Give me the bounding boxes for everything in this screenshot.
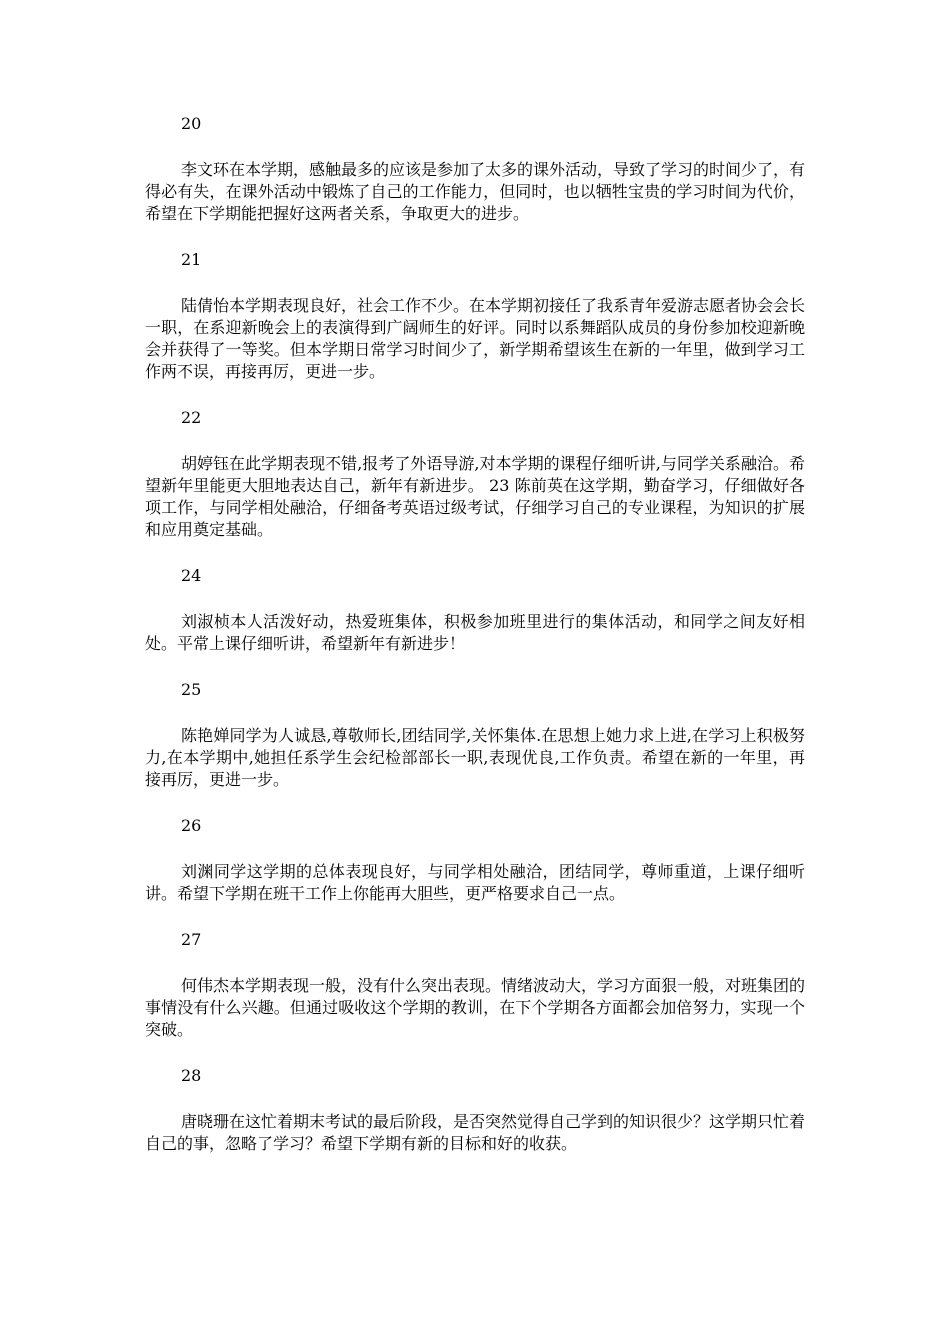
entry-paragraph: 李文环在本学期，感触最多的应该是参加了太多的课外活动，导致了学习的时间少了，有得必有失，在课外活动中锻炼了自己的工作能力，但同时，也以牺牲宝贵的学习时间为代价，希望在下学期能把握好这两者关系，争取更大的进步。	[145, 160, 806, 223]
entry-number: 24	[181, 566, 202, 585]
entry-number: 22	[181, 408, 202, 427]
entry-paragraph: 何伟杰本学期表现一般，没有什么突出表现。情绪波动大，学习方面狠一般，对班集团的事情没有什么兴趣。但通过吸收这个学期的教训，在下个学期各方面都会加倍努力，实现一个突破。	[145, 976, 806, 1039]
entry-number: 25	[181, 680, 202, 699]
entry-paragraph: 刘渊同学这学期的总体表现良好，与同学相处融洽，团结同学，尊师重道，上课仔细听讲。希望下学期在班干工作上你能再大胆些，更严格要求自己一点。	[145, 862, 805, 903]
entry-number: 27	[181, 930, 202, 949]
document-body	[145, 112, 805, 1178]
entry-paragraph: 刘淑桢本人活泼好动，热爱班集体，积极参加班里进行的集体活动，和同学之间友好相处。平常上课仔细听讲，希望新年有新进步！	[145, 612, 805, 653]
entry-number: 28	[181, 1066, 202, 1085]
entry-paragraph: 陆倩怡本学期表现良好，社会工作不少。在本学期初接任了我系青年爱游志愿者协会会长一职，在系迎新晚会上的表演得到广阔师生的好评。同时以系舞蹈队成员的身份参加校迎新晚会并获得了一等奖。但本学期日常学习时间少了，新学期希望该生在新的一年里，做到学习工作两不误，再接再厉，更进一步。	[145, 296, 806, 381]
entry-paragraph: 胡婷钰在此学期表现不错,报考了外语导游,对本学期的课程仔细听讲,与同学关系融洽。希望新年里能更大胆地表达自己，新年有新进步。 23 陈前英在这学期，勤奋学习，仔细做好各项工作，与同学相处融洽，仔细备考英语过级考试，仔细学习自己的专业课程，为知识的扩展和应用奠定基础。	[145, 454, 805, 539]
entry-paragraph: 陈艳婵同学为人诚恳,尊敬师长,团结同学,关怀集体.在思想上她力求上进,在学习上积极努力,在本学期中,她担任系学生会纪检部部长一职,表现优良,工作负责。希望在新的一年里，再接再厉，更进一步。	[145, 726, 805, 789]
entry-number: 26	[181, 816, 202, 835]
entry-number: 21	[181, 250, 202, 269]
entry-number: 20	[181, 114, 202, 133]
entry-paragraph: 唐晓珊在这忙着期末考试的最后阶段，是否突然觉得自己学到的知识很少？这学期只忙着自己的事，忽略了学习？希望下学期有新的目标和好的收获。	[145, 1112, 806, 1153]
